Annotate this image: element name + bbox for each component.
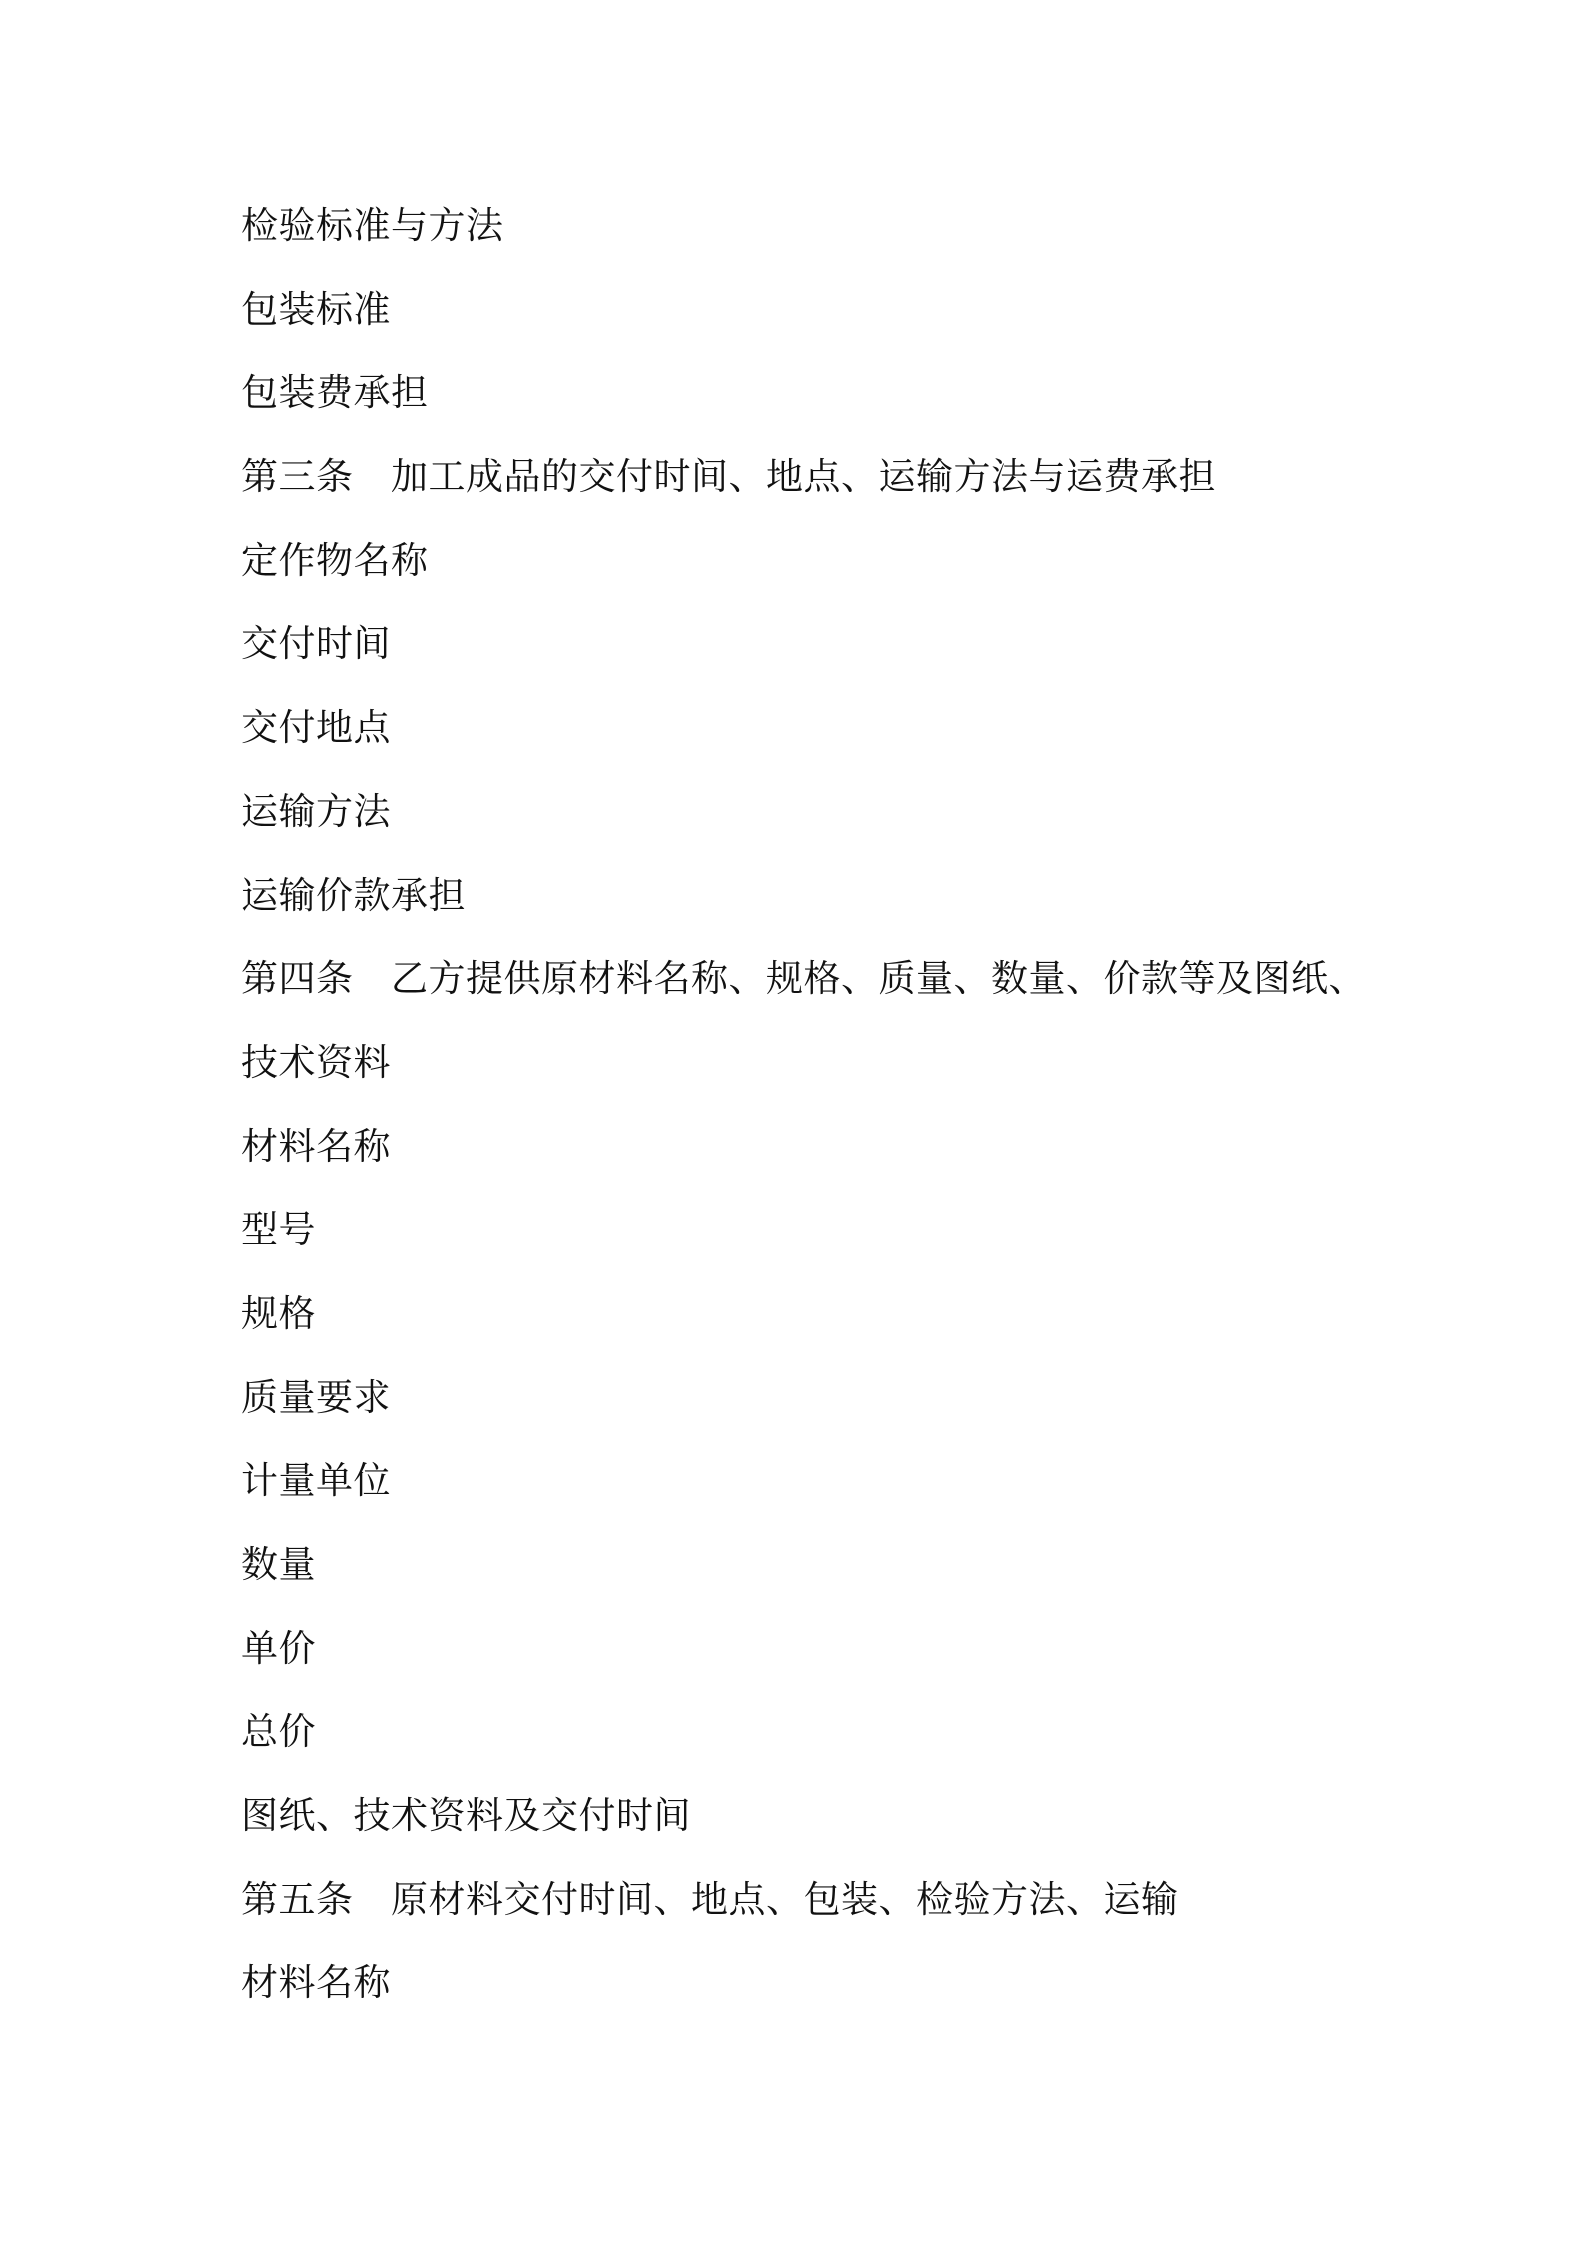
text-line-transport-cost: 运输价款承担 xyxy=(241,873,466,917)
article-3-heading: 第三条 加工成品的交付时间、地点、运输方法与运费承担 xyxy=(241,455,1216,499)
text-line-quality-requirement: 质量要求 xyxy=(241,1375,391,1419)
text-line-product-name: 定作物名称 xyxy=(241,538,429,582)
text-line-model: 型号 xyxy=(241,1208,316,1252)
text-line-delivery-time: 交付时间 xyxy=(241,622,391,666)
text-line-specification: 规格 xyxy=(241,1291,316,1335)
text-line-inspection-standard: 检验标准与方法 xyxy=(241,204,504,247)
text-line-technical-docs: 技术资料 xyxy=(241,1040,391,1084)
text-line-drawings-delivery: 图纸、技术资料及交付时间 xyxy=(241,1794,691,1838)
text-line-material-name: 材料名称 xyxy=(241,1124,391,1168)
document-body xyxy=(241,196,1366,2037)
text-line-delivery-place: 交付地点 xyxy=(241,706,391,750)
text-line-transport-method: 运输方法 xyxy=(241,789,391,833)
article-5-heading: 第五条 原材料交付时间、地点、包装、检验方法、运输 xyxy=(241,1877,1179,1921)
text-line-material-name-2: 材料名称 xyxy=(241,1961,391,2005)
text-line-unit-of-measure: 计量单位 xyxy=(241,1459,391,1503)
text-line-packaging-cost: 包装费承担 xyxy=(241,371,429,415)
text-line-unit-price: 单价 xyxy=(241,1626,316,1670)
text-line-total-price: 总价 xyxy=(241,1710,316,1754)
text-line-packaging-standard: 包装标准 xyxy=(241,287,391,331)
article-4-heading: 第四条 乙方提供原材料名称、规格、质量、数量、价款等及图纸、 xyxy=(241,957,1366,1001)
text-line-quantity: 数量 xyxy=(241,1543,316,1586)
